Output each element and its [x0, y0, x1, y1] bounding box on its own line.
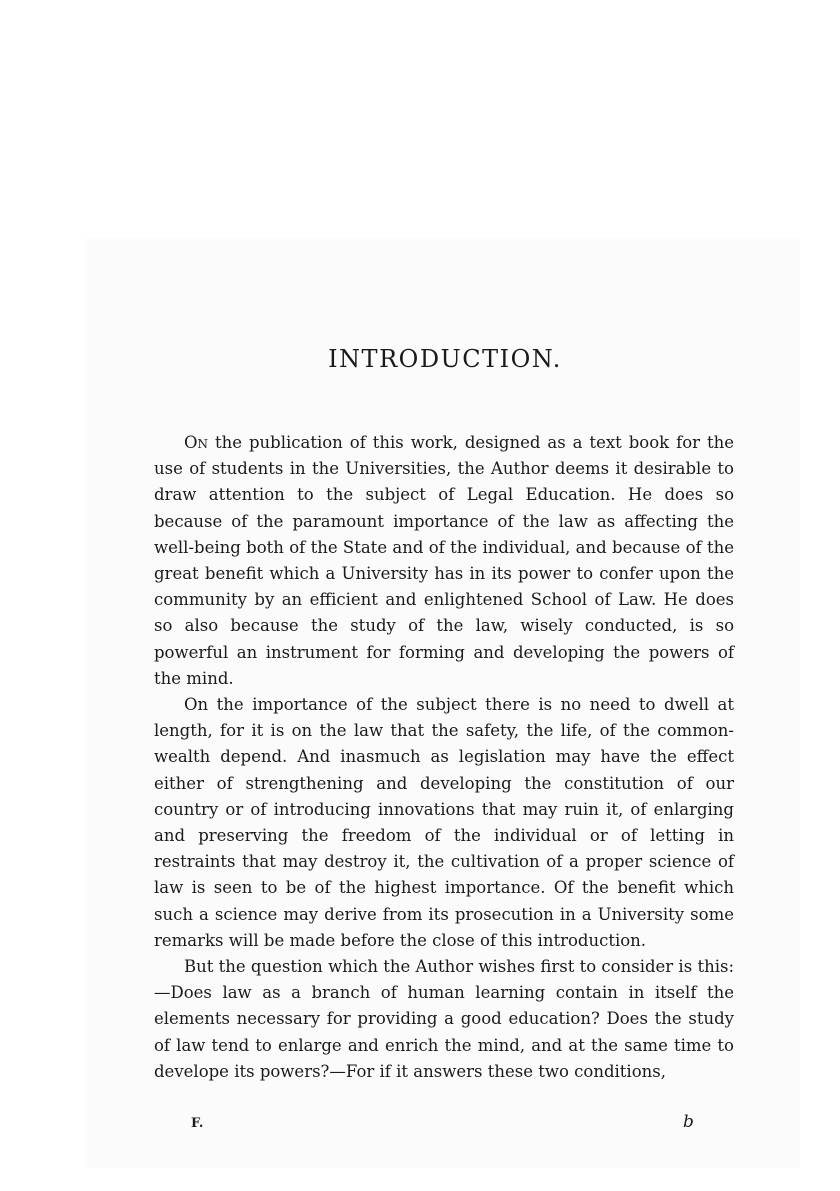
paragraph-3: But the question which the Author wishes first to consider is this:—Does law as a branch of human learning contain in itself the elements necessary for providing a good education? Does the study of law tend to enlarge and enrich the mind, and at the same time to develope its powers?—For if it answers these two conditions, — [154, 957, 734, 1081]
signature-letter: b — [683, 1112, 694, 1132]
paragraph-1 — [154, 430, 734, 692]
paragraph-1-text: the publication of this work, designed as a text book for the use of students in the Universities, the Author deems it desirable to draw attention to the subject of Legal Education. He does so because of the paramount importance of the law as affecting the well-being both of the State and of the individual, and because of the great benefit which a University has in its power to confer upon the community by an efficient and enlightened School of Law. He does so also because the study of the law, wisely conducted, is so powerful an instrument for forming and developing the powers of the mind. — [154, 433, 734, 688]
introduction-body — [154, 430, 734, 1085]
paragraph-2: On the importance of the subject there is no need to dwell at length, for it is on the law that the safety, the life, of the commonwealth depend. And inasmuch as legislation may have the effect either of strengthening and developing the constitution of our country or of introducing innovations that may ruin it, of enlarging and preserving the freedom of the individual or of letting in restraints that may destroy it, the cultivation of a proper science of law is seen to be of the highest importance. Of the benefit which such a science may derive from its prosecution in a University some remarks will be made before the close of this introduction. — [154, 695, 734, 950]
paragraph-1-lead: On — [184, 433, 209, 452]
signature-mark: F. — [191, 1116, 204, 1131]
page-title: INTRODUCTION. — [328, 345, 562, 373]
